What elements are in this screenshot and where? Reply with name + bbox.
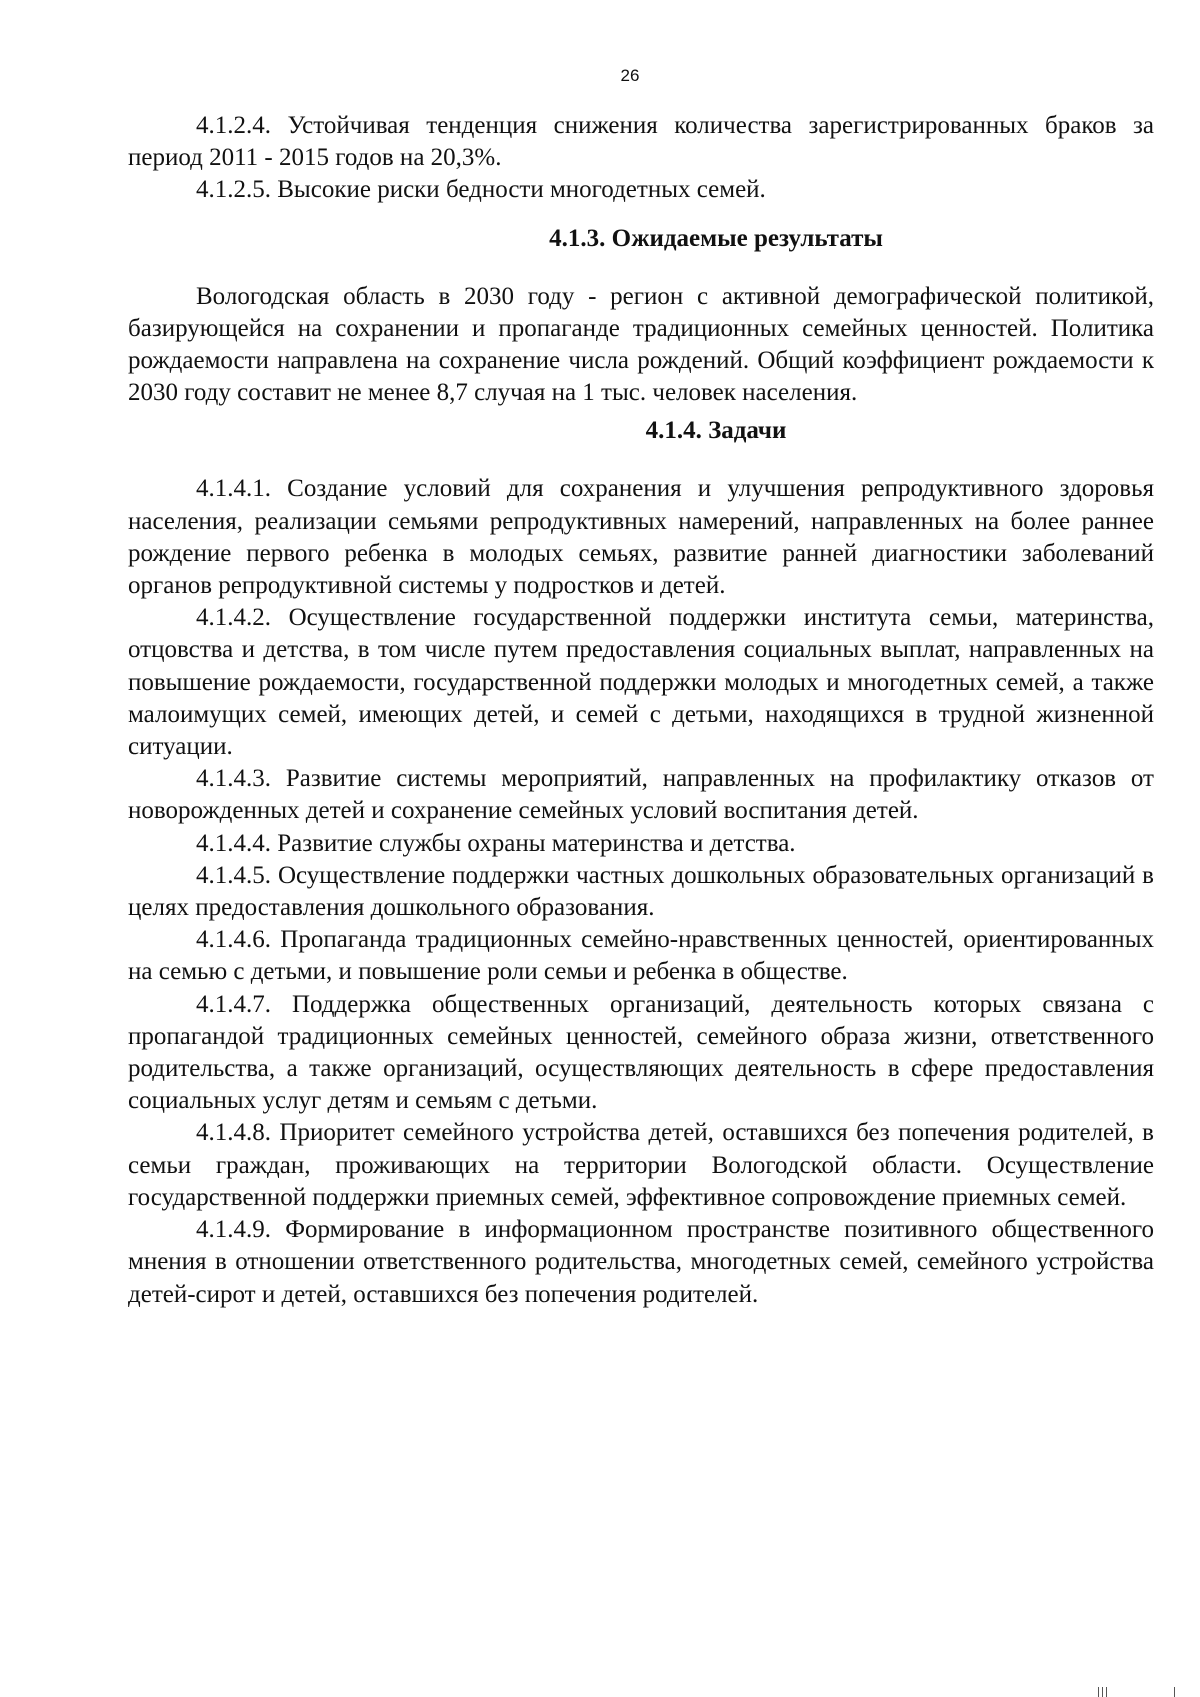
task-4-1-4-9: 4.1.4.9. Формирование в информационном пространстве позитивного общественного мнения в отношении ответственного родительства, многодетных семей, семейного устройства детей-сирот и детей, оставшихся без попечения родителей. — [128, 1216, 1154, 1308]
task-4-1-4-1: 4.1.4.1. Создание условий для сохранения и улучшения репродуктивного здоровья населения, реализации семьями репродуктивных намерений, направленных на более раннее рождение первого ребенка в молодых семьях, развитие ранней диагностики заболеваний органов репродуктивной системы у подростков и детей. — [128, 475, 1154, 600]
scan-edge-marks — [1098, 1684, 1178, 1697]
task-4-1-4-8: 4.1.4.8. Приоритет семейного устройства детей, оставшихся без попечения родителей, в семьи граждан, проживающих на территории Вологодской области. Осуществление государственной поддержки приемных семей, эффективное сопровождение приемных семей. — [128, 1119, 1154, 1211]
document-body — [128, 110, 1154, 1311]
task-4-1-4-4: 4.1.4.4. Развитие службы охраны материнства и детства. — [196, 829, 796, 857]
paragraph-4-1-2-4: 4.1.2.4. Устойчивая тенденция снижения количества зарегистрированных браков за период 2011 - 2015 годов на 20,3%. — [128, 112, 1154, 172]
task-4-1-4-7: 4.1.4.7. Поддержка общественных организаций, деятельность которых связана с пропагандой традиционных семейных ценностей, семейного образа жизни, ответственного родительства, а также организаций, осуществляющих деятельность в сфере предоставления социальных услуг детям и семьям с детьми. — [128, 990, 1154, 1115]
paragraph-expected-results: Вологодская область в 2030 году - регион с активной демографической политикой, базирующейся на сохранении и пропаганде традиционных семейных ценностей. Политика рождаемости направлена на сохранение числа рождений. Общий коэффициент рождаемости к 2030 году составит не менее 8,7 случая на 1 тыс. человек населения. — [128, 282, 1154, 407]
task-4-1-4-3: 4.1.4.3. Развитие системы мероприятий, направленных на профилактику отказов от новорожденных детей и сохранение семейных условий воспитания детей. — [128, 765, 1154, 825]
heading-tasks: 4.1.4. Задачи — [645, 417, 787, 445]
task-4-1-4-5: 4.1.4.5. Осуществление поддержки частных дошкольных образовательных организаций в целях предоставления дошкольного образования. — [128, 861, 1154, 922]
paragraph-4-1-2-5: 4.1.2.5. Высокие риски бедности многодетных семей. — [196, 176, 766, 204]
task-4-1-4-2: 4.1.4.2. Осуществление государственной поддержки института семьи, материнства, отцовства и детства, в том числе путем предоставления социальных выплат, направленных на повышение рождаемости, государственной поддержки молодых и многодетных семей, а также малоимущих семей, имеющих детей, и семей с детьми, находящихся в трудной жизненной ситуации. — [128, 604, 1154, 761]
page-number: 26 — [620, 66, 640, 85]
task-4-1-4-6: 4.1.4.6. Пропаганда традиционных семейно-нравственных ценностей, ориентированных на семью с детьми, и повышение роли семьи и ребенка в обществе. — [128, 926, 1154, 986]
heading-expected-results: 4.1.3. Ожидаемые результаты — [549, 224, 883, 252]
